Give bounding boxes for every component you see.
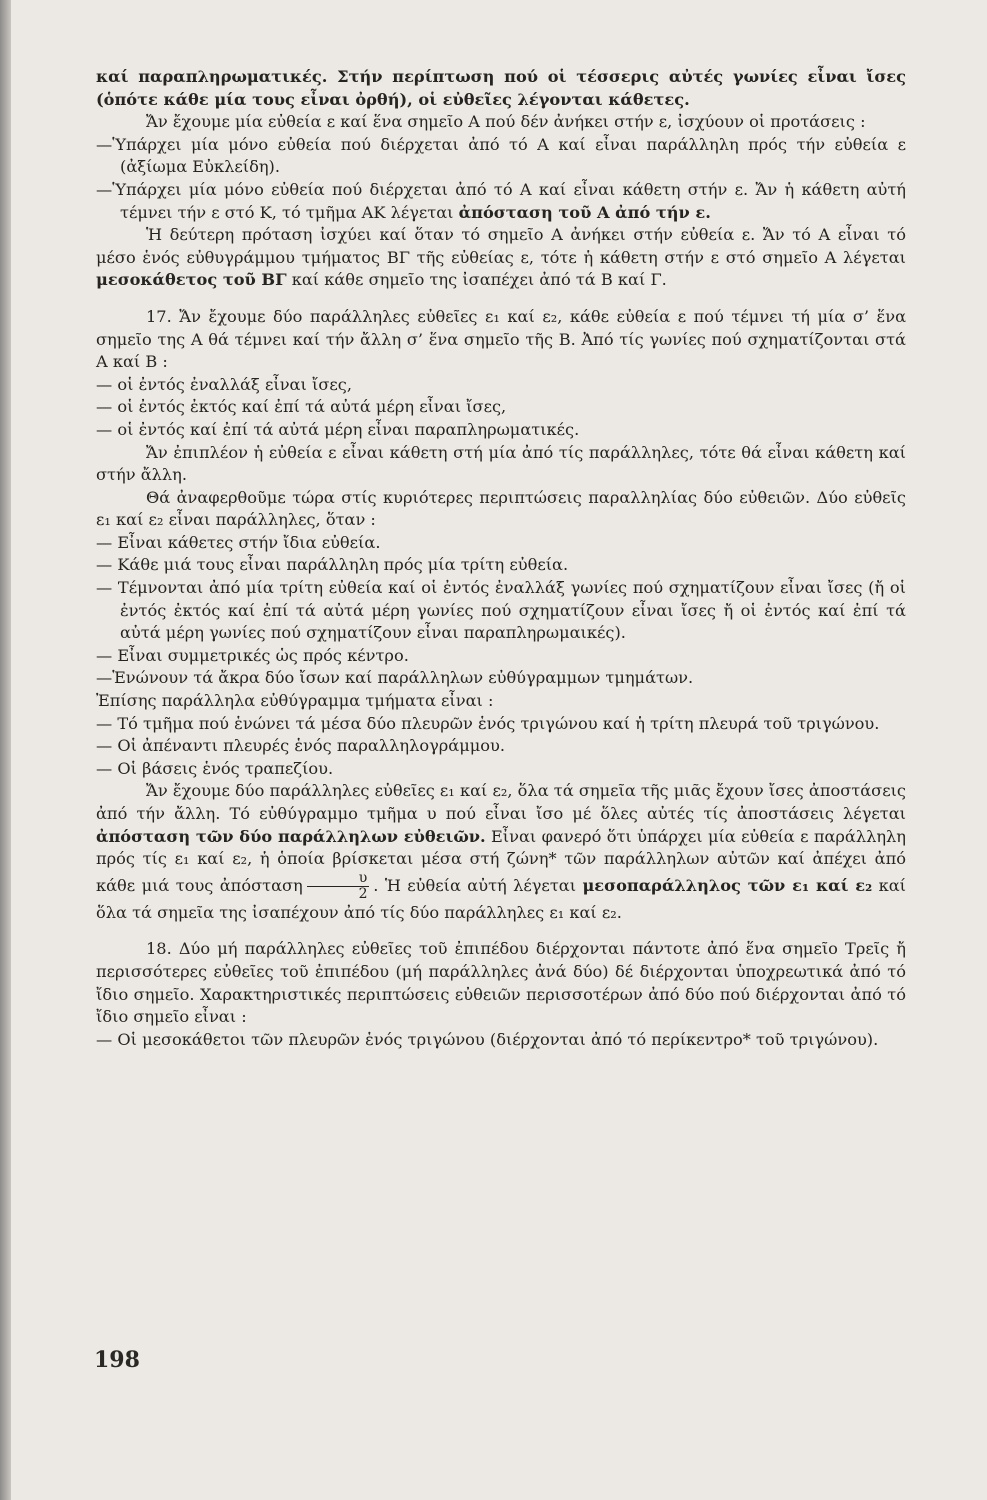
- list-item: — Εἶναι κάθετες στήν ἴδια εὐθεία.: [96, 532, 381, 552]
- list-item: — Εἶναι συμμετρικές ὡς πρός κέντρο.: [96, 645, 409, 665]
- text-span: Εἶναι φανερό ὅτι ὑπάρχει μία εὐθεία ε παράλληλη πρός τίς ε₁ καί ε₂, ἡ ὁποία βρίσκεται μέσα στή ζώνη* τῶν παράλληλων αὐτῶν καί ἀπέχει ἀπό κάθε μιά τους ἀπόσταση: [96, 826, 907, 895]
- bold-term: ἀπόσταση τοῦ Α ἀπό τήν ε.: [458, 202, 711, 222]
- fraction-numerator: υ: [307, 871, 370, 887]
- list-item: —Ἑνώνουν τά ἄκρα δύο ἴσων καί παράλληλων εὐθύγραμμων τμημάτων.: [96, 668, 694, 688]
- fraction-denominator: 2: [358, 885, 368, 902]
- bold-term: ἀπόσταση τῶν δύο παράλληλων εὐθειῶν.: [96, 826, 486, 846]
- list-item: — οἱ ἐντός ἐκτός καί ἐπί τά αὐτά μέρη εἶναι ἴσες,: [96, 397, 507, 417]
- list-item: — οἱ ἐντός ἐναλλάξ εἶναι ἴσες,: [96, 374, 352, 394]
- list-item: — οἱ ἐντός καί ἐπί τά αὐτά μέρη εἶναι παραπληρωματικές.: [96, 419, 580, 439]
- book-spine-shadow: [0, 0, 11, 1500]
- text-span: . Ἡ εὐθεία αὐτή λέγεται: [373, 875, 583, 895]
- page-text: [96, 66, 906, 1051]
- text-span: Ἄν ἔχουμε δύο παράλληλες εὐθεῖες ε₁ καί ε₂, ὅλα τά σημεῖα τῆς μιᾶς ἔχουν ἴσες ἀποστάσεις ἀπό τήν ἄλλη. Τό εὐθύγραμμο τμῆμα υ πού εἶναι ἴσο μέ ὅλες αὐτές τίς ἀποστάσεις λέγεται: [96, 781, 906, 823]
- paragraph: [96, 224, 906, 292]
- text-span: —Ὑπάρχει μία μόνο εὐθεία πού διέρχεται ἀπό τό Α καί εἶναι κάθετη στήν ε. Ἄν ἡ κάθετη αὐτή τέμνει τήν ε στό Κ, τό τμῆμα ΑΚ λέγεται: [96, 179, 906, 222]
- paragraph: Ἐπίσης παράλληλα εὐθύγραμμα τμήματα εἶναι :: [96, 691, 494, 711]
- list-item: — Τέμνονται ἀπό μία τρίτη εὐθεία καί οἱ ἐντός ἐναλλάξ γωνίες πού σχηματίζουν εἶναι ἴσες (ἤ οἱ ἐντός ἐκτός καί ἐπί τά αὐτά μέρη γωνίες πού σχηματίζουν εἶναι ἴσες ἤ οἱ ἐντός καί ἐπί τά αὐτά μέρη γωνίες πού σχηματίζουν εἶναι παραπληρωμαικές).: [96, 578, 906, 643]
- section-18: 18. Δύο μή παράλληλες εὐθεῖες τοῦ ἐπιπέδου διέρχονται πάντοτε ἀπό ἕνα σημεῖο Τρεῖς ἤ περισσότερες εὐθεῖες τοῦ ἐπιπέδου (μή παράλληλες ἀνά δύο) δέ διέρχονται ὑποχρεωτικά ἀπό τό ἴδιο σημεῖο. Χαρακτηριστικές περιπτώσεις εὐθειῶν περισσοτέρων ἀπό δύο πού διέρχονται ἀπό τό ἴδιο σημεῖο εἶναι :: [96, 939, 906, 1027]
- paragraph: Θά ἀναφερθοῦμε τώρα στίς κυριότερες περιπτώσεις παραλληλίας δύο εὐθειῶν. Δύο εὐθεῖς ε₁ καί ε₂ εἶναι παράλληλες, ὅταν :: [96, 487, 906, 530]
- bold-term: μεσοπαράλληλος τῶν ε₁ καί ε₂: [582, 875, 873, 895]
- text-span: καί κάθε σημεῖο της ἰσαπέχει ἀπό τά Β καί Γ.: [286, 270, 667, 290]
- list-item: — Οἱ βάσεις ἑνός τραπεζίου.: [96, 758, 334, 778]
- bold-term: μεσοκάθετος τοῦ ΒΓ: [96, 270, 287, 290]
- list-item: — Κάθε μιά τους εἶναι παράλληλη πρός μία τρίτη εὐθεία.: [96, 555, 569, 575]
- paragraph: [96, 780, 906, 924]
- list-item: — Οἱ μεσοκάθετοι τῶν πλευρῶν ἑνός τριγώνου (διέρχονται ἀπό τό περίκεντρο* τοῦ τριγώνου).: [96, 1029, 879, 1049]
- list-item: —Ὑπάρχει μία μόνο εὐθεία πού διέρχεται ἀπό τό Α καί εἶναι παράλληλη πρός τήν εὐθεία ε (ἀξίωμα Εὐκλείδη).: [96, 134, 906, 177]
- list-item: — Οἱ ἀπέναντι πλευρές ἑνός παραλληλογράμμου.: [96, 736, 505, 756]
- paragraph: Ἄν ἐπιπλέον ἡ εὐθεία ε εἶναι κάθετη στή μία ἀπό τίς παράλληλες, τότε θά εἶναι κάθετη καί στήν ἄλλη.: [96, 442, 906, 485]
- text-span: καί ὅλα τά σημεῖα της ἰσαπέχουν ἀπό τίς δύο παράλληλες ε₁ καί ε₂.: [96, 875, 907, 922]
- list-item: — Τό τμῆμα πού ἑνώνει τά μέσα δύο πλευρῶν ἑνός τριγώνου καί ἡ τρίτη πλευρά τοῦ τριγώνου.: [96, 713, 880, 733]
- section-17: 17. Ἄν ἔχουμε δύο παράλληλες εὐθεῖες ε₁ καί ε₂, κάθε εὐθεία ε πού τέμνει τή μία σ’ ἕνα σημεῖο της Α θά τέμνει καί τήν ἄλλη σ’ ἕνα σημεῖο τῆς Β. Ἀπό τίς γωνίες πού σχηματίζονται στά Α καί Β :: [96, 306, 906, 372]
- list-item: [96, 179, 906, 224]
- page-number: 198: [94, 1347, 140, 1373]
- fraction: [307, 871, 370, 902]
- paragraph: Ἄν ἔχουμε μία εὐθεία ε καί ἕνα σημεῖο Α πού δέν ἀνήκει στήν ε, ἰσχύουν οἱ προτάσεις :: [146, 112, 866, 132]
- text-span: Ἡ δεύτερη πρόταση ἰσχύει καί ὅταν τό σημεῖο Α ἀνήκει στήν εὐθεία ε. Ἄν τό Α εἶναι τό μέσο ἑνός εὐθυγράμμου τμήματος ΒΓ τῆς εὐθείας ε, τότε ἡ κάθετη στήν ε στό σημεῖο Α λέγεται: [96, 225, 906, 267]
- paragraph: καί παραπληρωματικές. Στήν περίπτωση πού οἱ τέσσερις αὐτές γωνίες εἶναι ἴσες (ὁπότε κάθε μία τους εἶναι ὀρθή), οἱ εὐθεῖες λέγονται κάθετες.: [96, 67, 906, 109]
